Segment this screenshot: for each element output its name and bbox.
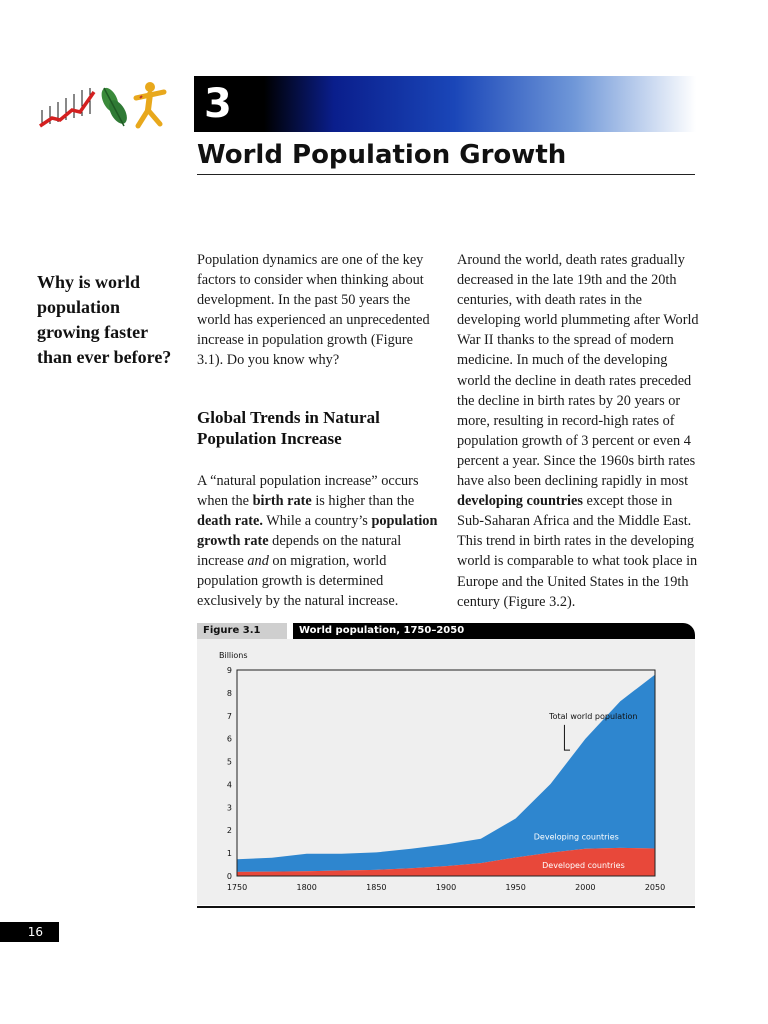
y-tick-label: 4 xyxy=(226,780,232,790)
term-population-growth-rate: population growth rate xyxy=(197,512,438,549)
natural-increase-paragraph: A “natural population increase” occurs when the birth rate is higher than the death rate. While a country’s population growth rate depends on the natural increase and on migration, world population growth is determined exclusively by the natural increase. xyxy=(197,472,438,610)
figure-chart-panel xyxy=(197,639,695,905)
y-tick-label: 1 xyxy=(226,849,232,859)
population-area-chart xyxy=(197,639,695,905)
sidebar-question: Why is world population growing faster than ever before? xyxy=(37,272,172,367)
y-tick-label: 9 xyxy=(226,666,232,675)
y-tick-label: 8 xyxy=(226,688,232,698)
line-chart-icon xyxy=(40,88,94,126)
y-tick-label: 2 xyxy=(226,826,232,836)
annotation-total-world-population: Total world population xyxy=(549,712,638,722)
y-tick-label: 3 xyxy=(226,803,232,813)
text-column-2 xyxy=(457,250,702,612)
y-tick-label: 6 xyxy=(226,734,232,744)
term-birth-rate: birth rate xyxy=(252,492,312,509)
title-divider xyxy=(197,174,695,175)
text-column-1 xyxy=(197,250,442,611)
figure-header xyxy=(197,623,695,639)
y-axis-label: Billions xyxy=(219,651,248,660)
x-tick-label: 2050 xyxy=(644,883,666,892)
y-tick-label: 0 xyxy=(226,872,232,881)
x-tick-label: 1900 xyxy=(435,883,457,892)
x-tick-label: 1950 xyxy=(505,883,526,892)
person-icon xyxy=(136,82,164,126)
death-rates-paragraph: Around the world, death rates gradually decreased in the late 19th and the 20th centuries, with death rates in the developing world plummeting after World War II thanks to the spread of modern medicine. In much of the developing world the decline in death rates preceded the decline in birth rates by 20 years or more, resulting in record-high rates of population growth of 3 percent or even 4 percent a year. Since the 1960s birth rates have also been declining rapidly in most developing countries except those in Sub-Saharan Africa and the Middle East. This trend in birth rates in the developing world is comparable to what took place in Europe and the United States in the 19th century (Figure 3.2). xyxy=(457,252,699,610)
page-number: 16 xyxy=(0,922,59,942)
figure-bottom-rule xyxy=(197,906,695,908)
annotation-developing-countries: Developing countries xyxy=(533,832,619,842)
figure-title: World population, 1750–2050 xyxy=(293,623,695,639)
series-area-developing-countries xyxy=(237,675,655,872)
x-tick-label: 2000 xyxy=(575,883,596,892)
y-tick-label: 7 xyxy=(226,711,232,721)
chapter-logo xyxy=(38,80,170,132)
chapter-number: 3 xyxy=(204,81,232,127)
x-tick-label: 1750 xyxy=(226,883,248,892)
leaf-icon xyxy=(98,85,130,126)
annotation-developed-countries: Developed countries xyxy=(542,860,625,870)
total-population-leader-line xyxy=(564,725,570,750)
section-heading: Global Trends in Natural Population Increase xyxy=(197,407,380,448)
figure-label: Figure 3.1 xyxy=(197,623,287,639)
chapter-title: World Population Growth xyxy=(197,140,567,170)
term-developing-countries: developing countries xyxy=(457,493,583,510)
intro-paragraph: Population dynamics are one of the key factors to consider when thinking about development. In the past 50 years the world has experienced an unprecedented increase in population growth (Figure 3.1). Do you know why? xyxy=(197,252,430,369)
term-death-rate: death rate. xyxy=(197,512,263,529)
y-tick-label: 5 xyxy=(226,757,232,767)
x-tick-label: 1800 xyxy=(296,883,317,892)
x-tick-label: 1850 xyxy=(366,883,387,892)
chapter-banner xyxy=(194,76,696,132)
